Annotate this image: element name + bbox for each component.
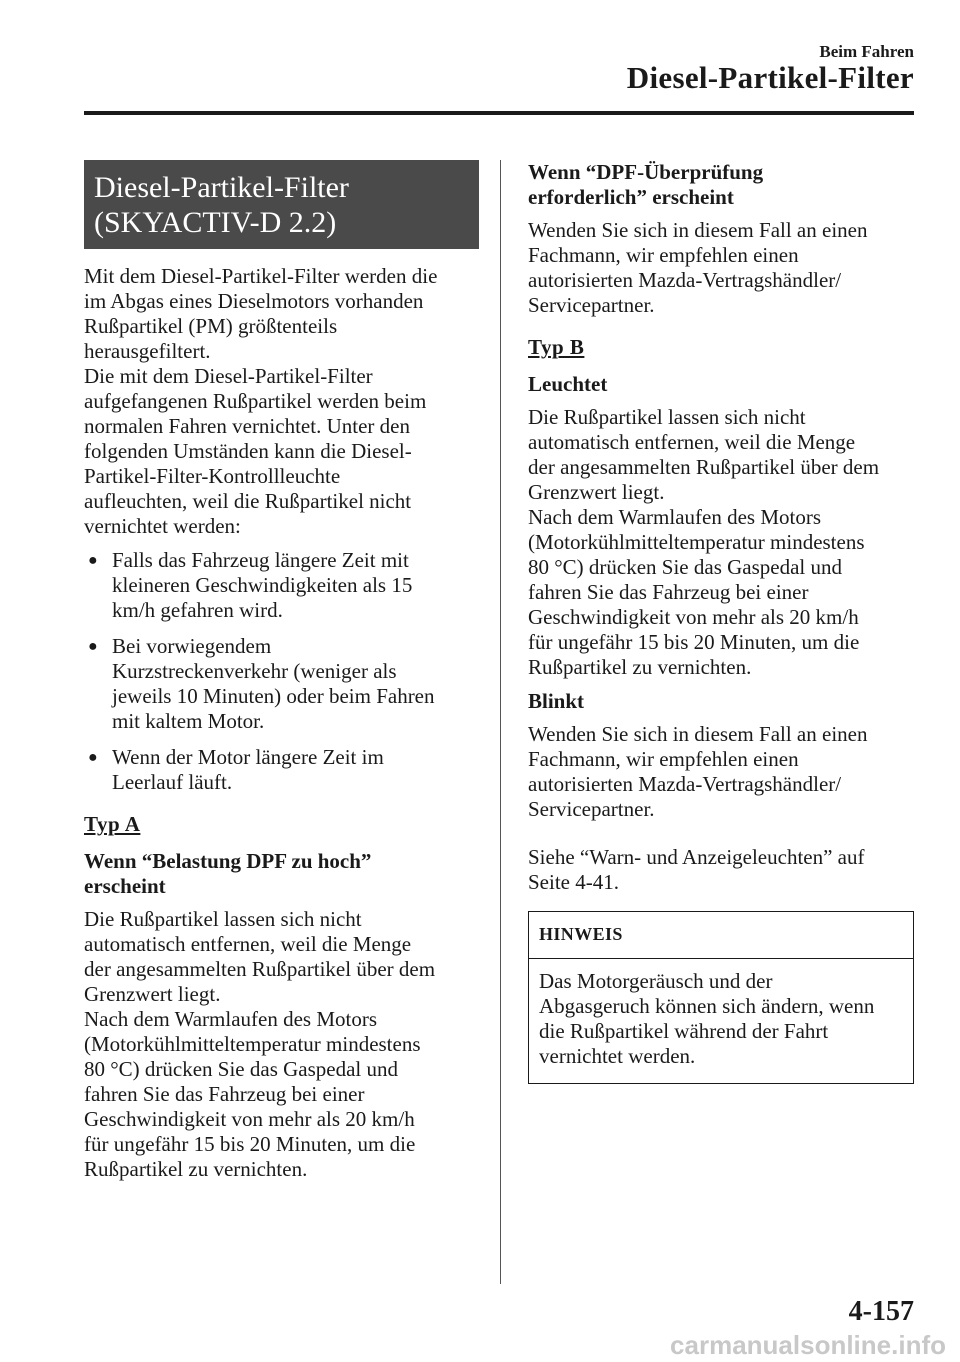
watermark[interactable]: carmanualsonline.info <box>670 1330 946 1360</box>
note-title: HINWEIS <box>529 912 913 959</box>
text-line: Die mit dem Diesel-Partikel-Filter <box>84 364 373 388</box>
text-line: aufgefangenen Rußpartikel werden beim <box>84 389 427 413</box>
condition-list <box>84 548 479 795</box>
dpf-check-heading <box>528 160 918 210</box>
column-divider <box>500 160 501 1284</box>
banner-line: Diesel-Partikel-Filter <box>94 171 349 204</box>
text-line: die Rußpartikel während der Fahrt <box>539 1019 829 1043</box>
page-number: 4-157 <box>848 1296 914 1327</box>
bullet-dot-icon: ● <box>88 638 98 655</box>
text-line: km/h gefahren wird. <box>112 598 283 622</box>
header-title: Diesel-Partikel-Filter <box>626 60 914 95</box>
text-line: Fachmann, wir empfehlen einen <box>528 243 799 267</box>
text-line: Nach dem Warmlaufen des Motors <box>84 1007 378 1031</box>
text-line: Wenn “DPF-Überprüfung <box>528 160 764 184</box>
leuchtet-paragraph <box>528 405 918 680</box>
text-line: 80 °C) drücken Sie das Gaspedal und <box>528 555 842 579</box>
text-line: Fachmann, wir empfehlen einen <box>528 747 799 771</box>
text-line: Wenden Sie sich in diesem Fall an einen <box>528 218 868 242</box>
text-line: Mit dem Diesel-Partikel-Filter werden die <box>84 264 438 288</box>
text-line: Wenn “Belastung DPF zu hoch” <box>84 849 372 873</box>
text-line: Leerlauf läuft. <box>112 770 233 794</box>
text-line: im Abgas eines Dieselmotors vorhanden <box>84 289 424 313</box>
list-item <box>84 634 479 734</box>
bullet-dot-icon: ● <box>88 552 98 569</box>
text-line: Wenden Sie sich in diesem Fall an einen <box>528 722 868 746</box>
text-line: herausgefiltert. <box>84 339 211 363</box>
text-line: Siehe “Warn- und Anzeigeleuchten” auf <box>528 845 865 869</box>
text-line: Grenzwert liegt. <box>528 480 665 504</box>
banner-line: (SKYACTIV-D 2.2) <box>94 206 337 239</box>
text-line: Nach dem Warmlaufen des Motors <box>528 505 822 529</box>
text-line: normalen Fahren vernichtet. Unter den <box>84 414 410 438</box>
text-line: Wenn der Motor längere Zeit im <box>112 745 384 769</box>
text-line: Falls das Fahrzeug längere Zeit mit <box>112 548 409 572</box>
left-column <box>84 160 479 1191</box>
text-line: Rußpartikel zu vernichten. <box>84 1157 308 1181</box>
text-line: vernichtet werden. <box>539 1044 696 1068</box>
text-line: Servicepartner. <box>528 293 655 317</box>
text-line: Rußpartikel (PM) größtenteils <box>84 314 338 338</box>
intro-paragraph <box>84 264 479 539</box>
text-line: für ungefähr 15 bis 20 Minuten, um die <box>84 1132 416 1156</box>
typ-a-paragraph <box>84 907 479 1182</box>
right-column <box>528 160 918 1084</box>
header-section: Beim Fahren <box>819 42 914 61</box>
typ-a-subheading <box>84 849 479 899</box>
note-box <box>528 911 914 1084</box>
text-line: fahren Sie das Fahrzeug bei einer <box>84 1082 365 1106</box>
text-line: vernichtet werden: <box>84 514 241 538</box>
text-line: Rußpartikel zu vernichten. <box>528 655 752 679</box>
text-line: (Motorkühlmitteltemperatur mindestens <box>528 530 865 554</box>
text-line: kleineren Geschwindigkeiten als 15 <box>112 573 413 597</box>
text-line: (Motorkühlmitteltemperatur mindestens <box>84 1032 421 1056</box>
section-banner <box>84 160 479 249</box>
leuchtet-heading: Leuchtet <box>528 372 608 396</box>
note-body <box>529 959 913 1083</box>
text-line: Seite 4-41. <box>528 870 619 894</box>
text-line: Die Rußpartikel lassen sich nicht <box>528 405 806 429</box>
text-line: erscheint <box>84 874 166 898</box>
text-line: Grenzwert liegt. <box>84 982 221 1006</box>
text-line: der angesammelten Rußpartikel über dem <box>528 455 880 479</box>
text-line: der angesammelten Rußpartikel über dem <box>84 957 436 981</box>
text-line: Abgasgeruch können sich ändern, wenn <box>539 994 875 1018</box>
list-item <box>84 745 479 795</box>
text-line: Partikel-Filter-Kontrollleuchte <box>84 464 341 488</box>
typ-b-heading: Typ B <box>528 335 585 359</box>
text-line: Kurzstreckenverkehr (weniger als <box>112 659 397 683</box>
text-line: mit kaltem Motor. <box>112 709 265 733</box>
text-line: Die Rußpartikel lassen sich nicht <box>84 907 362 931</box>
dpf-check-paragraph <box>528 218 918 318</box>
list-item <box>84 548 479 623</box>
bullet-dot-icon: ● <box>88 749 98 766</box>
header-rule <box>84 111 914 115</box>
text-line: für ungefähr 15 bis 20 Minuten, um die <box>528 630 860 654</box>
typ-a-heading: Typ A <box>84 812 141 836</box>
text-line: Bei vorwiegendem <box>112 634 272 658</box>
text-line: erforderlich” erscheint <box>528 185 734 209</box>
blinkt-paragraph <box>528 722 918 822</box>
text-line: 80 °C) drücken Sie das Gaspedal und <box>84 1057 398 1081</box>
text-line: automatisch entfernen, weil die Menge <box>528 430 856 454</box>
text-line: automatisch entfernen, weil die Menge <box>84 932 412 956</box>
text-line: folgenden Umständen kann die Diesel- <box>84 439 412 463</box>
text-line: jeweils 10 Minuten) oder beim Fahren <box>112 684 435 708</box>
text-line: Geschwindigkeit von mehr als 20 km/h <box>84 1107 415 1131</box>
text-line: Das Motorgeräusch und der <box>539 969 773 993</box>
text-line: autorisierten Mazda-Vertragshändler/ <box>528 772 842 796</box>
text-line: Servicepartner. <box>528 797 655 821</box>
blinkt-heading: Blinkt <box>528 689 585 713</box>
text-line: Geschwindigkeit von mehr als 20 km/h <box>528 605 859 629</box>
text-line: autorisierten Mazda-Vertragshändler/ <box>528 268 842 292</box>
text-line: aufleuchten, weil die Rußpartikel nicht <box>84 489 412 513</box>
reference-paragraph <box>528 845 918 895</box>
text-line: fahren Sie das Fahrzeug bei einer <box>528 580 809 604</box>
